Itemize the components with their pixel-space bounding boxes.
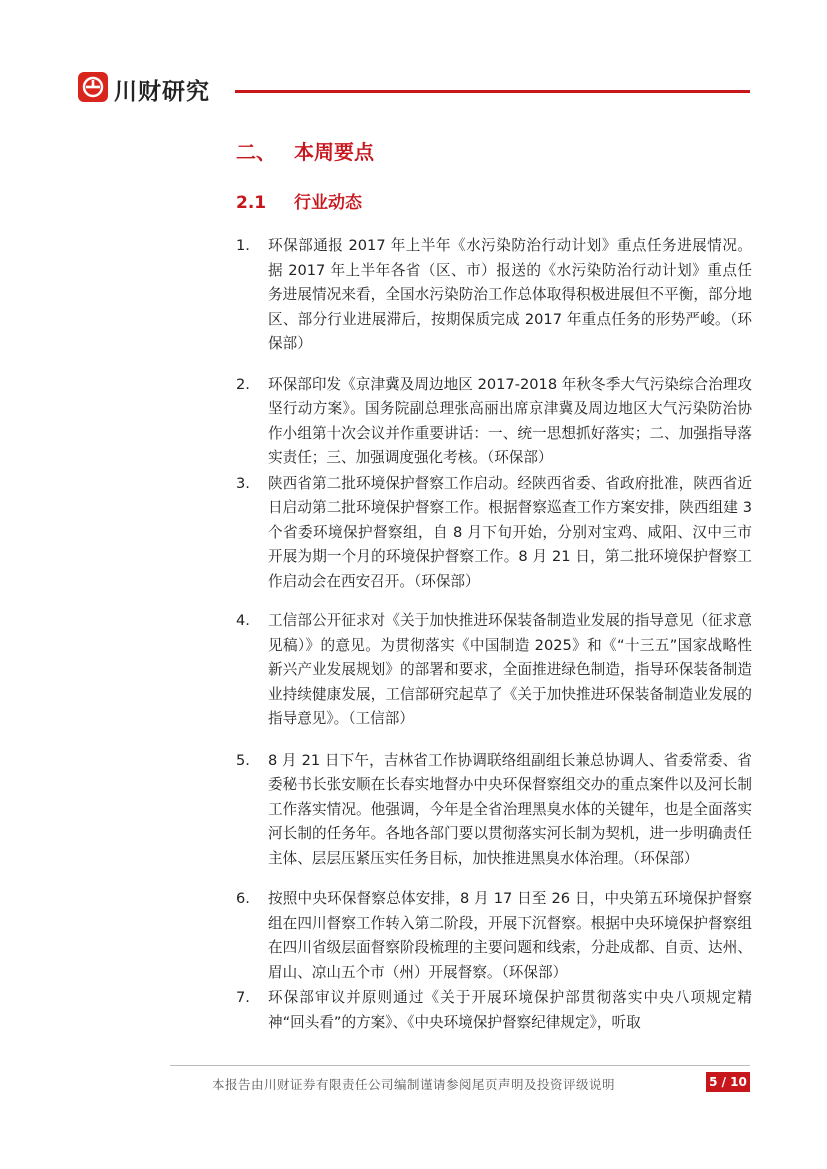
list-item-number: 5. xyxy=(236,751,250,769)
news-list xyxy=(236,228,752,1035)
section-number: 二、 xyxy=(236,140,276,164)
list-item-number: 6. xyxy=(236,890,250,907)
footer-disclaimer: 本报告由川财证券有限责任公司编制谨请参阅尾页声明及投资评级说明 xyxy=(212,1077,616,1092)
list-item-text: 环保部审议并原则通过《关于开展环境保护部贯彻落实中央八项规定精神“回头看”的方案》、《中央环境保护督察纪律规定》，听取 xyxy=(268,989,752,1031)
list-item-text: 陕西省第二批环境保护督察工作启动。经陕西省委、省政府批准，陕西省近日启动第二批环境保护督察工作。根据督察巡查工作方案安排，陕西组建 3 个省委环境保护督察组，自 8 月下旬开始，分别对宝鸡、咸阳、汉中三市开展为期一个月的环境保护督察工作。8 月 21 日，第二批环境保护督察工作启动会在西安召开。（环保部） xyxy=(268,474,752,590)
footer-divider xyxy=(170,1065,750,1066)
list-item-text: 工信部公开征求对《关于加快推进环保装备制造业发展的指导意见（征求意见稿）》的意见。为贯彻落实《中国制造 2025》和《“十三五”国家战略性新兴产业发展规划》的部署和要求，全面推进绿色制造，指导环保装备制造业持续健康发展，工信部研究起草了《关于加快推进环保装备制造业发展的指导意见》。（工信部） xyxy=(268,612,752,727)
list-item xyxy=(236,472,752,595)
list-item-number: 4. xyxy=(236,612,250,629)
list-item-number: 7. xyxy=(236,989,250,1006)
brand-name: 川财研究 xyxy=(114,79,210,105)
list-item xyxy=(236,373,752,471)
list-item xyxy=(236,609,752,732)
list-item-text: 环保部通报 2017 年上半年《水污染防治行动计划》重点任务进展情况。据 2017 年上半年各省（区、市）报送的《水污染防治行动计划》重点任务进展情况来看，全国水污染防治工作总体取得积极进展但不平衡，部分地区、部分行业进展滞后，按期保质完成 2017 年重点任务的形势严峻。（环保部） xyxy=(268,237,752,352)
list-item-text: 8 月 21 日下午，吉林省工作协调联络组副组长兼总协调人、省委常委、省委秘书长张安顺在长春实地督办中央环保督察组交办的重点案件以及河长制工作落实情况。他强调，今年是全省治理黑臭水体的关键年，也是全面落实河长制的任务年。各地各部门要以贯彻落实河长制为契机，进一步明确责任主体、层层压紧压实任务目标，加快推进黑臭水体治理。（环保部） xyxy=(268,751,752,867)
list-item-number: 3. xyxy=(236,474,250,492)
subsection-title: 行业动态 xyxy=(294,193,362,213)
list-item xyxy=(236,986,752,1035)
list-item-text: 按照中央环保督察总体安排，8 月 17 日至 26 日，中央第五环境保护督察组在四川督察工作转入第二阶段，开展下沉督察。根据中央环境保护督察组在四川省级层面督察阶段梳理的主要问题和线索，分赴成都、自贡、达州、眉山、凉山五个市（州）开展督察。（环保部） xyxy=(268,890,752,981)
list-item-number: 1. xyxy=(236,237,250,254)
list-item-number: 2. xyxy=(236,375,250,393)
list-item xyxy=(236,234,752,357)
section-title: 本周要点 xyxy=(294,140,374,164)
list-item-text: 环保部印发《京津冀及周边地区 2017-2018 年秋冬季大气污染综合治理攻坚行动方案》。国务院副总理张高丽出席京津冀及周边地区大气污染防治协作小组第十次会议并作重要讲话：一、统一思想抓好落实；二、加强指导落实责任；三、加强调度强化考核。（环保部） xyxy=(268,375,752,466)
page-number-badge: 5 / 10 xyxy=(706,1072,750,1092)
subsection-number: 2.1 xyxy=(236,193,267,213)
list-item xyxy=(236,887,752,985)
list-item xyxy=(236,749,752,872)
